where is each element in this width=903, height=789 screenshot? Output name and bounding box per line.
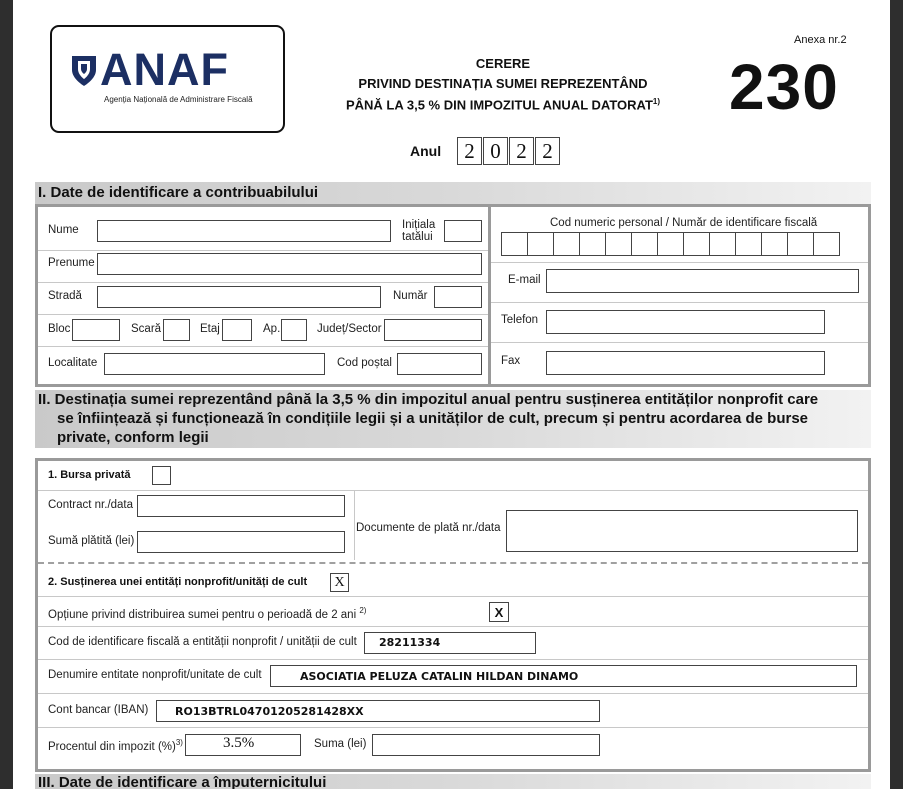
form-number: 230 [729, 51, 839, 123]
localitate-field[interactable] [104, 353, 325, 375]
cnp-cell[interactable] [813, 232, 840, 256]
cnp-cell[interactable] [761, 232, 788, 256]
anexa-label: Anexa nr.2 [794, 34, 847, 46]
year-digit-2[interactable]: 0 [483, 137, 508, 165]
telefon-field[interactable] [546, 310, 825, 334]
cnp-cell[interactable] [527, 232, 554, 256]
logo-subtitle: Agenția Națională de Administrare Fiscală [104, 95, 253, 104]
row-sep-5 [491, 262, 868, 263]
suma-label: Suma (lei) [314, 738, 367, 750]
procent-text: Procentul din impozit (%) [48, 740, 176, 753]
suma-field[interactable] [372, 734, 600, 756]
cod-postal-label: Cod poștal [337, 357, 392, 369]
judet-label: Județ/Sector [317, 323, 382, 335]
localitate-label: Localitate [48, 357, 98, 369]
title-line-3-text: PÂNĂ LA 3,5 % DIN IMPOZITUL ANUAL DATORAT [345, 97, 653, 113]
cnp-cell[interactable] [683, 232, 710, 256]
row-sep-3 [38, 314, 488, 315]
cnp-label: Cod numeric personal / Număr de identificare fiscală [550, 217, 818, 229]
contract-field[interactable] [137, 495, 345, 517]
telefon-label: Telefon [501, 314, 539, 326]
optiune-label [48, 606, 366, 621]
cod-postal-field[interactable] [397, 353, 482, 375]
documente-label: Documente de plată nr./data [356, 522, 501, 534]
suma-platita-label: Sumă plătită (lei) [48, 535, 135, 547]
shield-icon [69, 54, 99, 88]
cif-label: Cod de identificare fiscală a entității nonprofit / unității de cult [48, 636, 357, 648]
ap-label: Ap. [263, 323, 281, 335]
strada-label: Stradă [48, 290, 82, 302]
scara-field[interactable] [163, 319, 190, 341]
email-label: E-mail [508, 274, 541, 286]
title-line-1: CERERE [475, 56, 531, 71]
section1-divider [488, 207, 491, 384]
prenume-label: Prenume [48, 257, 95, 269]
sust-sep-3 [38, 659, 868, 660]
contract-label: Contract nr./data [48, 499, 134, 511]
sustinere-title: 2. Susținerea unei entități nonprofit/unități de cult [48, 576, 308, 588]
bloc-field[interactable] [72, 319, 120, 341]
year-digit-1[interactable]: 2 [457, 137, 482, 165]
numar-field[interactable] [434, 286, 482, 308]
cnp-cell[interactable] [657, 232, 684, 256]
cnp-cell[interactable] [553, 232, 580, 256]
dashed-separator [38, 562, 868, 564]
cnp-cell[interactable] [787, 232, 814, 256]
denumire-label: Denumire entitate nonprofit/unitate de cult [48, 669, 262, 681]
bloc-label: Bloc [48, 323, 71, 335]
form-page [13, 0, 890, 789]
sustinere-checkbox[interactable]: X [330, 573, 349, 592]
ap-field[interactable] [281, 319, 307, 341]
row-sep-4 [38, 346, 488, 347]
etaj-label: Etaj [200, 323, 220, 335]
fax-field[interactable] [546, 351, 825, 375]
year-digit-4[interactable]: 2 [535, 137, 560, 165]
sust-sep-5 [38, 727, 868, 728]
row-sep-2 [38, 282, 488, 283]
cif-value: 28211334 [379, 636, 441, 649]
initiala-field[interactable] [444, 220, 482, 242]
sust-sep-2 [38, 626, 868, 627]
denumire-value: ASOCIATIA PELUZA CATALIN HILDAN DINAMO [300, 670, 579, 683]
procent-label [48, 738, 183, 753]
anaf-logo [50, 25, 285, 133]
row-sep-6 [491, 302, 868, 303]
title-footnote: 1) [652, 97, 661, 106]
section2-title-3: private, conform legii [57, 429, 209, 446]
procent-footnote: 3) [175, 738, 183, 747]
numar-label: Număr [393, 290, 428, 302]
optiune-footnote: 2) [359, 606, 367, 615]
nume-field[interactable] [97, 220, 391, 242]
judet-field[interactable] [384, 319, 482, 341]
bursa-title: 1. Bursa privată [48, 469, 131, 481]
sust-sep-1 [38, 596, 868, 597]
fax-label: Fax [501, 355, 521, 367]
suma-platita-field[interactable] [137, 531, 345, 553]
strada-field[interactable] [97, 286, 381, 308]
etaj-field[interactable] [222, 319, 252, 341]
procent-value: 3.5% [223, 735, 255, 751]
bursa-sep-1 [38, 490, 868, 491]
iban-value: RO13BTRL04701205281428XX [175, 705, 364, 718]
section1-title: I. Date de identificare a contribuabilului [38, 184, 319, 201]
documente-field[interactable] [506, 510, 858, 552]
initiala-label-1: Inițiala [402, 219, 436, 231]
cnp-cell[interactable] [631, 232, 658, 256]
scara-label: Scară [131, 323, 162, 335]
title-line-2: PRIVIND DESTINAȚIA SUMEI REPREZENTÂND [358, 76, 648, 91]
cnp-cell[interactable] [605, 232, 632, 256]
cnp-cell[interactable] [579, 232, 606, 256]
optiune-checkbox[interactable]: X [489, 602, 509, 622]
section2-title-1: II. Destinația sumei reprezentând până la 3,5 % din impozitul anual pentru susținerea entităților nonprofit care [38, 391, 819, 408]
section2-title-2: se înființează și funcționează în condițiile legii și a unităților de cult, precum și pentru acordarea de burse [57, 410, 809, 427]
cnp-cell[interactable] [709, 232, 736, 256]
iban-label: Cont bancar (IBAN) [48, 704, 149, 716]
nume-label: Nume [48, 224, 79, 236]
email-field[interactable] [546, 269, 859, 293]
bursa-checkbox[interactable] [152, 466, 171, 485]
year-digit-3[interactable]: 2 [509, 137, 534, 165]
initiala-label-2: tatălui [402, 231, 433, 243]
logo-text: ANAF [100, 44, 229, 95]
cnp-cell[interactable] [735, 232, 762, 256]
bursa-vsep [354, 490, 355, 560]
prenume-field[interactable] [97, 253, 482, 275]
cnp-cell[interactable] [501, 232, 528, 256]
row-sep-1 [38, 250, 488, 251]
title-line-3 [313, 97, 693, 112]
year-label: Anul [410, 143, 442, 159]
row-sep-7 [491, 342, 868, 343]
section3-title: III. Date de identificare a împuternicitului [38, 774, 327, 789]
sust-sep-4 [38, 693, 868, 694]
optiune-text: Opțiune privind distribuirea sumei pentru o perioadă de 2 ani [48, 608, 357, 621]
